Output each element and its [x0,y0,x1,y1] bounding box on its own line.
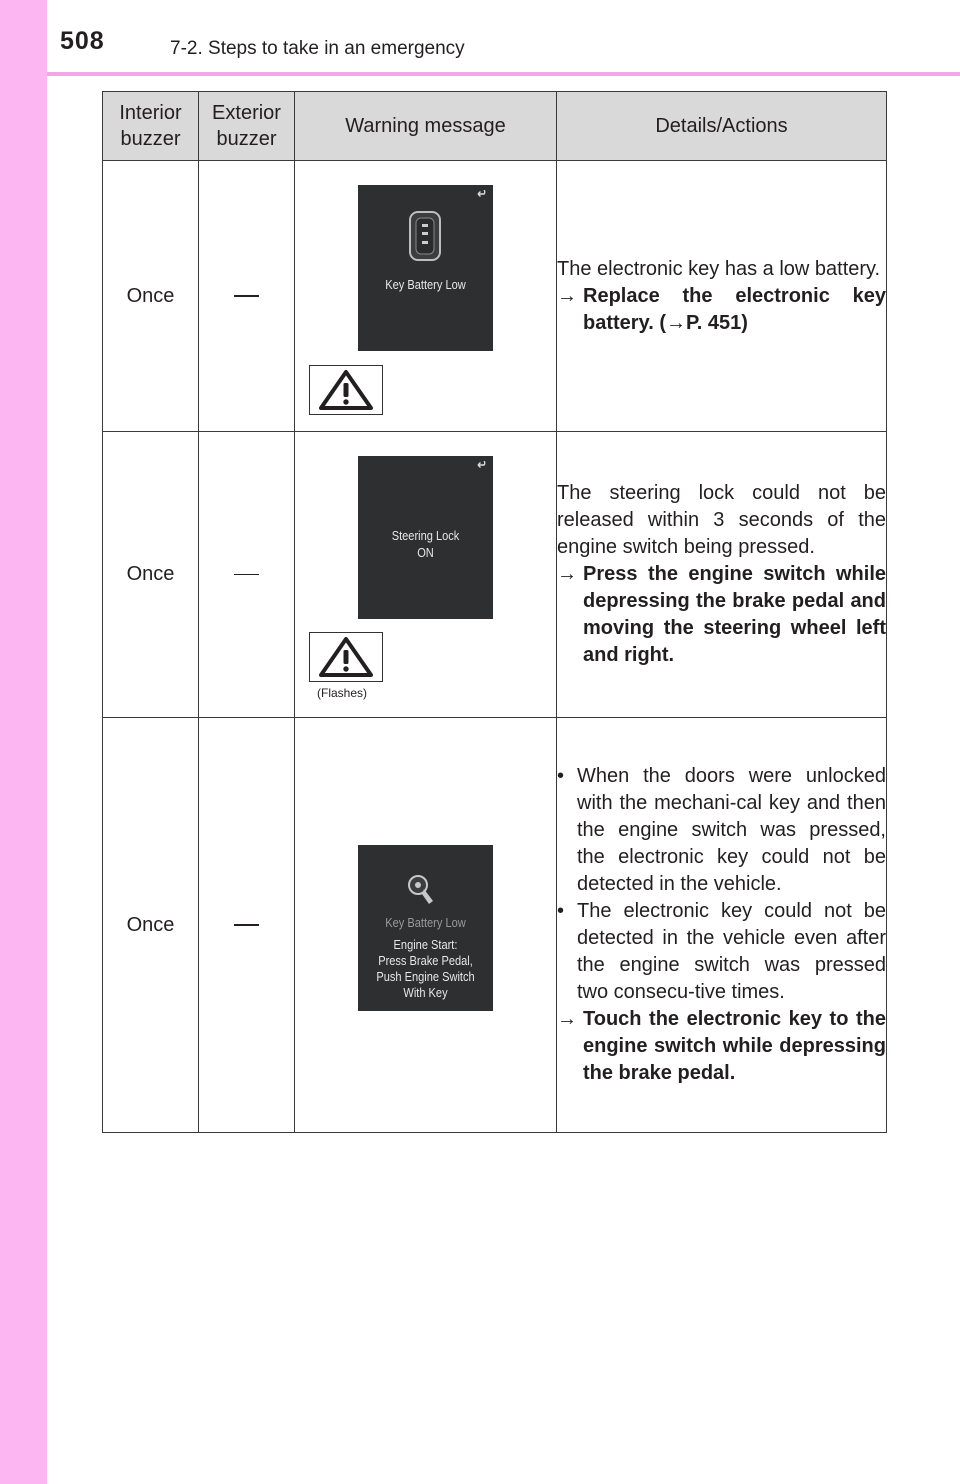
details-actions-cell [557,718,887,1133]
action-item [557,1006,886,1087]
bullet-text: When the doors were unlocked with the mechani-cal key and then the engine switch was pressed, the electronic key could not be detected in the vehicle. [577,765,886,895]
exterior-buzzer-cell [199,432,295,718]
screen-line: Engine Start: [393,937,458,952]
key-touch-icon [406,873,440,907]
action-text: Replace the electronic key battery. (→P. 451) [583,284,886,334]
action-text: Touch the electronic key to the engine switch while depressing the brake pedal. [583,1008,886,1084]
master-warning-indicator [309,365,383,415]
column-header-exterior-buzzer: Exterior buzzer [199,92,295,161]
page-number: 508 [60,27,105,55]
flashes-note: (Flashes) [317,686,368,700]
warning-triangle-icon [318,369,374,411]
screen-line: Push Engine Switch [376,969,475,984]
screen-line: ON [417,545,434,560]
side-color-bar [0,0,47,1484]
details-actions-cell [557,161,887,432]
warning-message-cell [295,718,557,1133]
action-text: Press the engine switch while depressing the brake pedal and moving the steering wheel left and right. [583,563,886,666]
header-rule [47,72,960,76]
display-screen-engine-start [358,845,493,1011]
master-warning-indicator [309,632,383,682]
electronic-key-icon [408,210,442,262]
exterior-buzzer-cell [199,718,295,1133]
display-screen-key-battery-low [358,185,493,351]
none-dash [234,574,259,576]
table-row [103,161,887,432]
bullet-item [557,763,886,898]
screen-line: Key Battery Low [385,915,466,930]
screen-line: Press Brake Pedal, [378,953,473,968]
arrow-icon: → [557,1008,577,1030]
bullet-marker: • [557,765,565,787]
screen-line: Steering Lock [391,528,460,543]
interior-buzzer-cell: Once [103,432,199,718]
table-header-row [103,92,887,161]
column-header-details-actions: Details/Actions [557,92,887,161]
column-header-warning-message: Warning message [295,92,557,161]
warning-triangle-icon [318,636,374,678]
back-arrow-icon [477,190,488,198]
details-actions-cell [557,432,887,718]
screen-line: Key Battery Low [385,277,466,292]
action-item [557,283,886,337]
none-dash [234,295,259,297]
interior-buzzer-cell: Once [103,161,199,432]
action-item [557,561,886,669]
bullet-text: The electronic key could not be detected in the vehicle even after the engine switch was pressed two consecu-tive times. [577,900,886,1003]
detail-text: The steering lock could not be released within 3 seconds of the engine switch being pressed. [557,482,886,558]
warning-message-cell [295,161,557,432]
bullet-item [557,898,886,1006]
arrow-icon: → [557,563,577,585]
column-header-interior-buzzer: Interior buzzer [103,92,199,161]
display-screen-steering-lock [358,456,493,619]
arrow-icon: → [557,284,577,307]
none-dash [234,924,259,926]
screen-line: With Key [403,985,448,1000]
detail-text: The electronic key has a low battery. [557,257,881,280]
interior-buzzer-cell: Once [103,718,199,1133]
exterior-buzzer-cell [199,161,295,432]
bullet-marker: • [557,900,565,922]
table-row [103,718,887,1133]
warning-message-cell [295,432,557,718]
back-arrow-icon [477,461,488,469]
warning-message-table [102,91,887,1133]
table-row [103,432,887,718]
section-title: 7-2. Steps to take in an emergency [170,38,465,59]
